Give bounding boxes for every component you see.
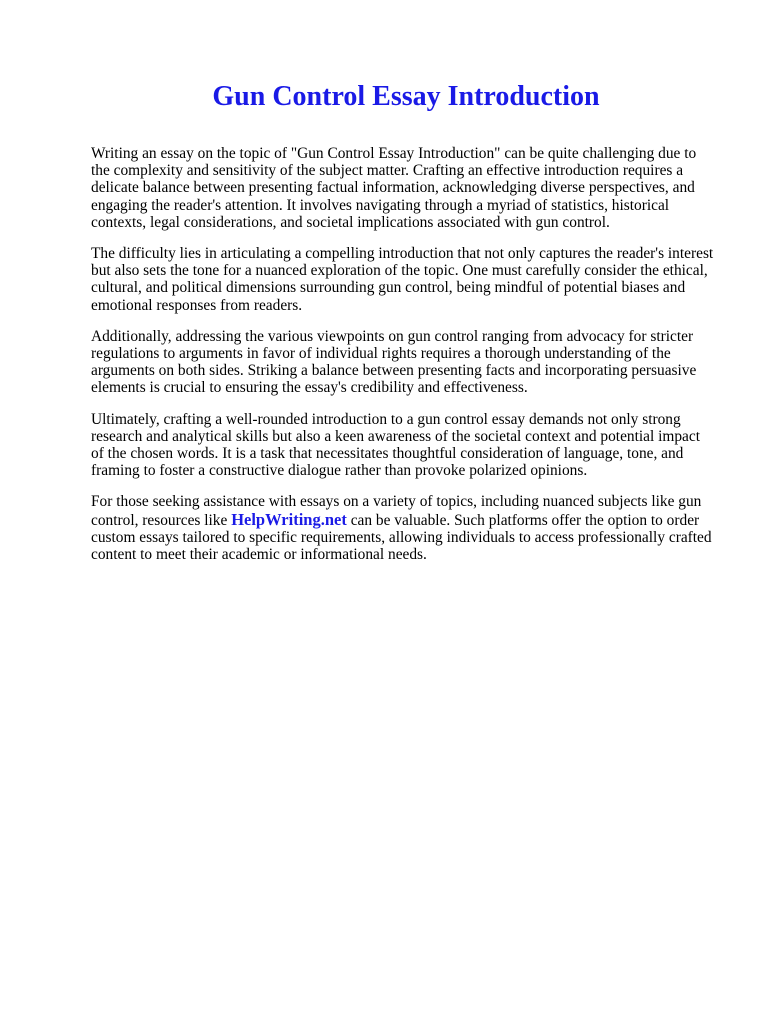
paragraph-intro: Writing an essay on the topic of "Gun Control Essay Introduction" can be quite challenging due to the complexity and sensitivity of the subject matter. Crafting an effective introduction requires a delicate balance between presenting factual information, acknowledging diverse perspectives, and engaging the reader's attention. It involves navigating through a myriad of statistics, historical contexts, legal considerations, and societal implications associated with gun control. — [91, 145, 697, 231]
document-body — [91, 145, 731, 577]
paragraph-difficulty: The difficulty lies in articulating a compelling introduction that not only captures the reader's interest but also sets the tone for a nuanced exploration of the topic. One must carefully consider the ethical, cultural, and political dimensions surrounding gun control, being mindful of potential biases and emotional responses from readers. — [91, 245, 714, 314]
document-title: Gun Control Essay Introduction — [212, 81, 600, 112]
paragraph-resources — [91, 493, 731, 563]
resources-text-after: can be valuable. Such platforms offer the option to order custom essays tailored to specific requirements, allowing individuals to access professionally crafted content to meet their academic or informational needs. — [91, 511, 712, 564]
resources-text-before: For those seeking assistance with essays on a variety of topics, including nuanced subjects like gun control, resources like — [91, 493, 702, 529]
paragraph-viewpoints: Additionally, addressing the various viewpoints on gun control ranging from advocacy for stricter regulations to arguments in favor of individual rights requires a thorough understanding of the arguments on both sides. Striking a balance between presenting facts and incorporating persuasive elements is crucial to ensuring the essay's credibility and effectiveness. — [91, 327, 697, 397]
helpwriting-link[interactable]: HelpWriting.net — [231, 509, 347, 529]
paragraph-conclusion: Ultimately, crafting a well-rounded introduction to a gun control essay demands not only strong research and analytical skills but also a keen awareness of the societal context and potential impact of the chosen words. It is a task that necessitates thoughtful consideration of language, tone, and framing to foster a constructive dialogue rather than provoke polarized opinions. — [91, 410, 700, 480]
